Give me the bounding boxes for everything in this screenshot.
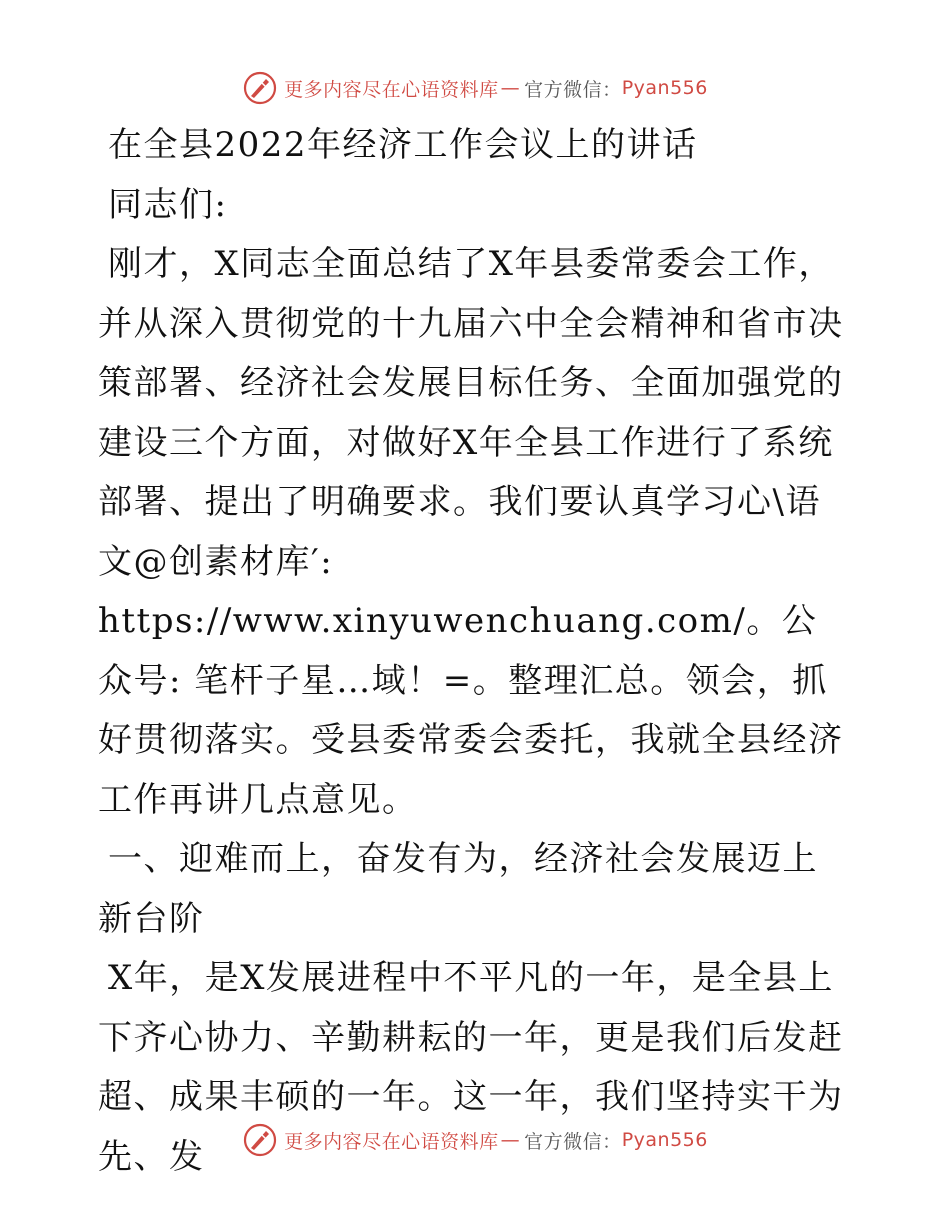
- quill-pen-logo-icon: [242, 1122, 278, 1158]
- section-heading: 一、迎难而上，奋发有为，经济社会发展迈上新台阶: [98, 839, 818, 939]
- paragraph: 刚才，X同志全面总结了X年县委常委会工作，并从深入贯彻党的十九届六中全会精神和省市决策部署、经济社会发展目标任务、全面加强党的建设三个方面，对做好X年全县工作进行了系统部署、提出了明确要求。我们要认真学习心\语文@创素材库′: https://www.xinyuwenchuang.com/。公众号: 笔杆子星…域！=。整理汇总。领会，抓好贯彻落实。受县委常委会委托，我就全县经济工作再讲几点意见。: [98, 244, 844, 820]
- footer-banner: [0, 1122, 950, 1158]
- banner-dash: —: [500, 77, 521, 99]
- quill-pen-logo-icon: [242, 70, 278, 106]
- paragraph: X年，是X发展进程中不平凡的一年，是全县上下齐心协力、辛勤耕耘的一年，更是我们后发赶超、成果丰硕的一年。这一年，我们坚持实干为先、发: [98, 958, 844, 1177]
- banner-wechat-label: 官方微信：: [524, 78, 622, 101]
- greeting: 同志们:: [108, 184, 228, 225]
- banner-text: 更多内容尽在心语资料库: [284, 1130, 499, 1153]
- banner-wechat-id: Pyan556: [621, 1129, 708, 1151]
- banner-text: 更多内容尽在心语资料库: [284, 78, 499, 101]
- document-body: [98, 116, 848, 1187]
- document-title: 在全县2022年经济工作会议上的讲话: [108, 125, 698, 165]
- header-banner: [0, 70, 950, 106]
- banner-wechat-label: 官方微信：: [524, 1130, 622, 1153]
- banner-wechat-id: Pyan556: [621, 77, 708, 99]
- banner-dash: —: [500, 1129, 521, 1151]
